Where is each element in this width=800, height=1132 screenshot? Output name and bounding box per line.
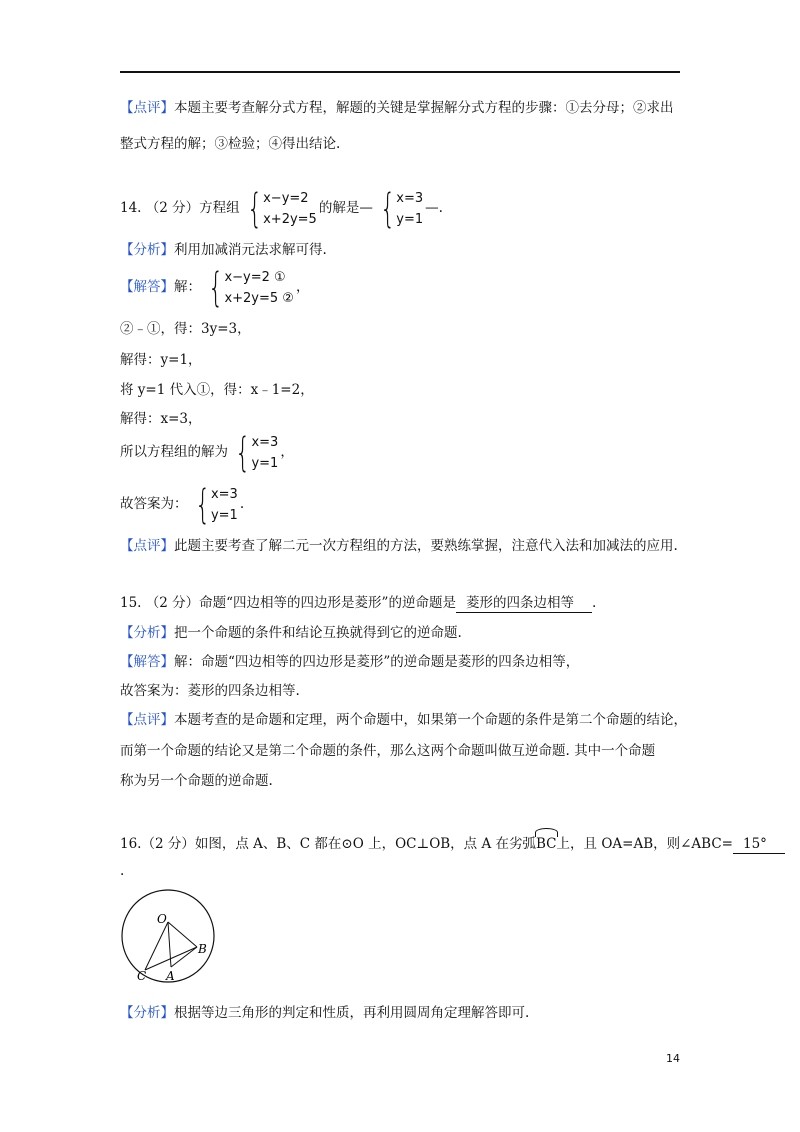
q14-step2: 解得：y=1， (120, 352, 202, 368)
q16-stem-end: . (120, 863, 125, 879)
q13-comment-line1: 【点评】本题主要考查解分式方程，解题的关键是掌握解分式方程的步骤：①去分母；②求出 (120, 100, 674, 116)
header-rule (120, 71, 680, 73)
q14-step5-system: { x=3 y=1 (235, 429, 279, 476)
q15-stem: 15. （2 分）命题“四边相等的四边形是菱形”的逆命题是 菱形的四条边相等 . (120, 595, 597, 611)
q14-solution-system: { x−y=2 ① x+2y=5 ② (208, 264, 294, 311)
q16-stem: 16.（2 分）如图，点 A、B、C 都在⊙O 上，OC⊥OB，点 A 在劣弧BC上，且 OA=AB，则∠ABC= 15° (120, 831, 785, 854)
comment-tag: 【点评】 (120, 100, 174, 116)
q14-comment: 【点评】此题主要考查了解二元一次方程组的方法，要熟练掌握，注意代入法和加减法的应用. (120, 538, 678, 554)
label-o: O (157, 912, 167, 926)
segment-oc (145, 922, 168, 970)
segment-oa (168, 922, 171, 967)
q15-solution: 【解答】解：命题“四边相等的四边形是菱形”的逆命题是菱形的四条边相等， (120, 654, 580, 670)
q14-answer-system: { x=3 y=1 (379, 185, 424, 232)
q15-answer-blank: 菱形的四条边相等 (456, 594, 592, 613)
q13-comment-line2: 整式方程的解；③检验；④得出结论. (120, 136, 341, 152)
q15-comment1: 【点评】本题考查的是命题和定理，两个命题中，如果第一个命题的条件是第二个命题的结论， (120, 712, 687, 728)
q14-step5: 所以方程组的解为 { x=3 y=1 ， (120, 429, 294, 476)
q14-system: { x−y=2 x+2y=5 (246, 185, 317, 232)
q14-step4: 解得：x=3， (120, 411, 202, 427)
q14-solution: 【解答】解： { x−y=2 ① x+2y=5 ② ， (120, 264, 310, 311)
q14-final-system: { x=3 y=1 (194, 481, 238, 528)
label-a: A (166, 969, 175, 983)
q14-stem: 14. （2 分）方程组 { x−y=2 x+2y=5 的解是— { x=3 y=1 —. (120, 185, 443, 232)
label-c: C (137, 969, 147, 983)
arc-bc: BC (536, 831, 557, 853)
q16-analysis: 【分析】根据等边三角形的判定和性质，再利用圆周角定理解答即可. (120, 1005, 530, 1021)
q14-final: 故答案为： { x=3 y=1 . (120, 481, 245, 528)
segment-ob (168, 922, 197, 947)
q14-step3: 将 y=1 代入①，得：x﹣1=2， (120, 382, 314, 398)
q15-analysis: 【分析】把一个命题的条件和结论互换就得到它的逆命题. (120, 625, 462, 641)
page-number: 14 (666, 1052, 680, 1065)
q15-final: 故答案为：菱形的四条边相等. (120, 683, 300, 699)
q15-comment2: 而第一个命题的结论又是第二个命题的条件，那么这两个命题叫做互逆命题. 其中一个命题 (120, 743, 656, 759)
circle-figure (118, 886, 218, 986)
q16-answer-blank: 15° (733, 835, 785, 854)
q14-analysis: 【分析】利用加减消元法求解可得. (120, 242, 327, 258)
q14-step1: ②﹣①，得：3y=3， (120, 321, 251, 337)
label-b: B (198, 942, 207, 956)
q15-comment3: 称为另一个命题的逆命题. (120, 773, 273, 789)
